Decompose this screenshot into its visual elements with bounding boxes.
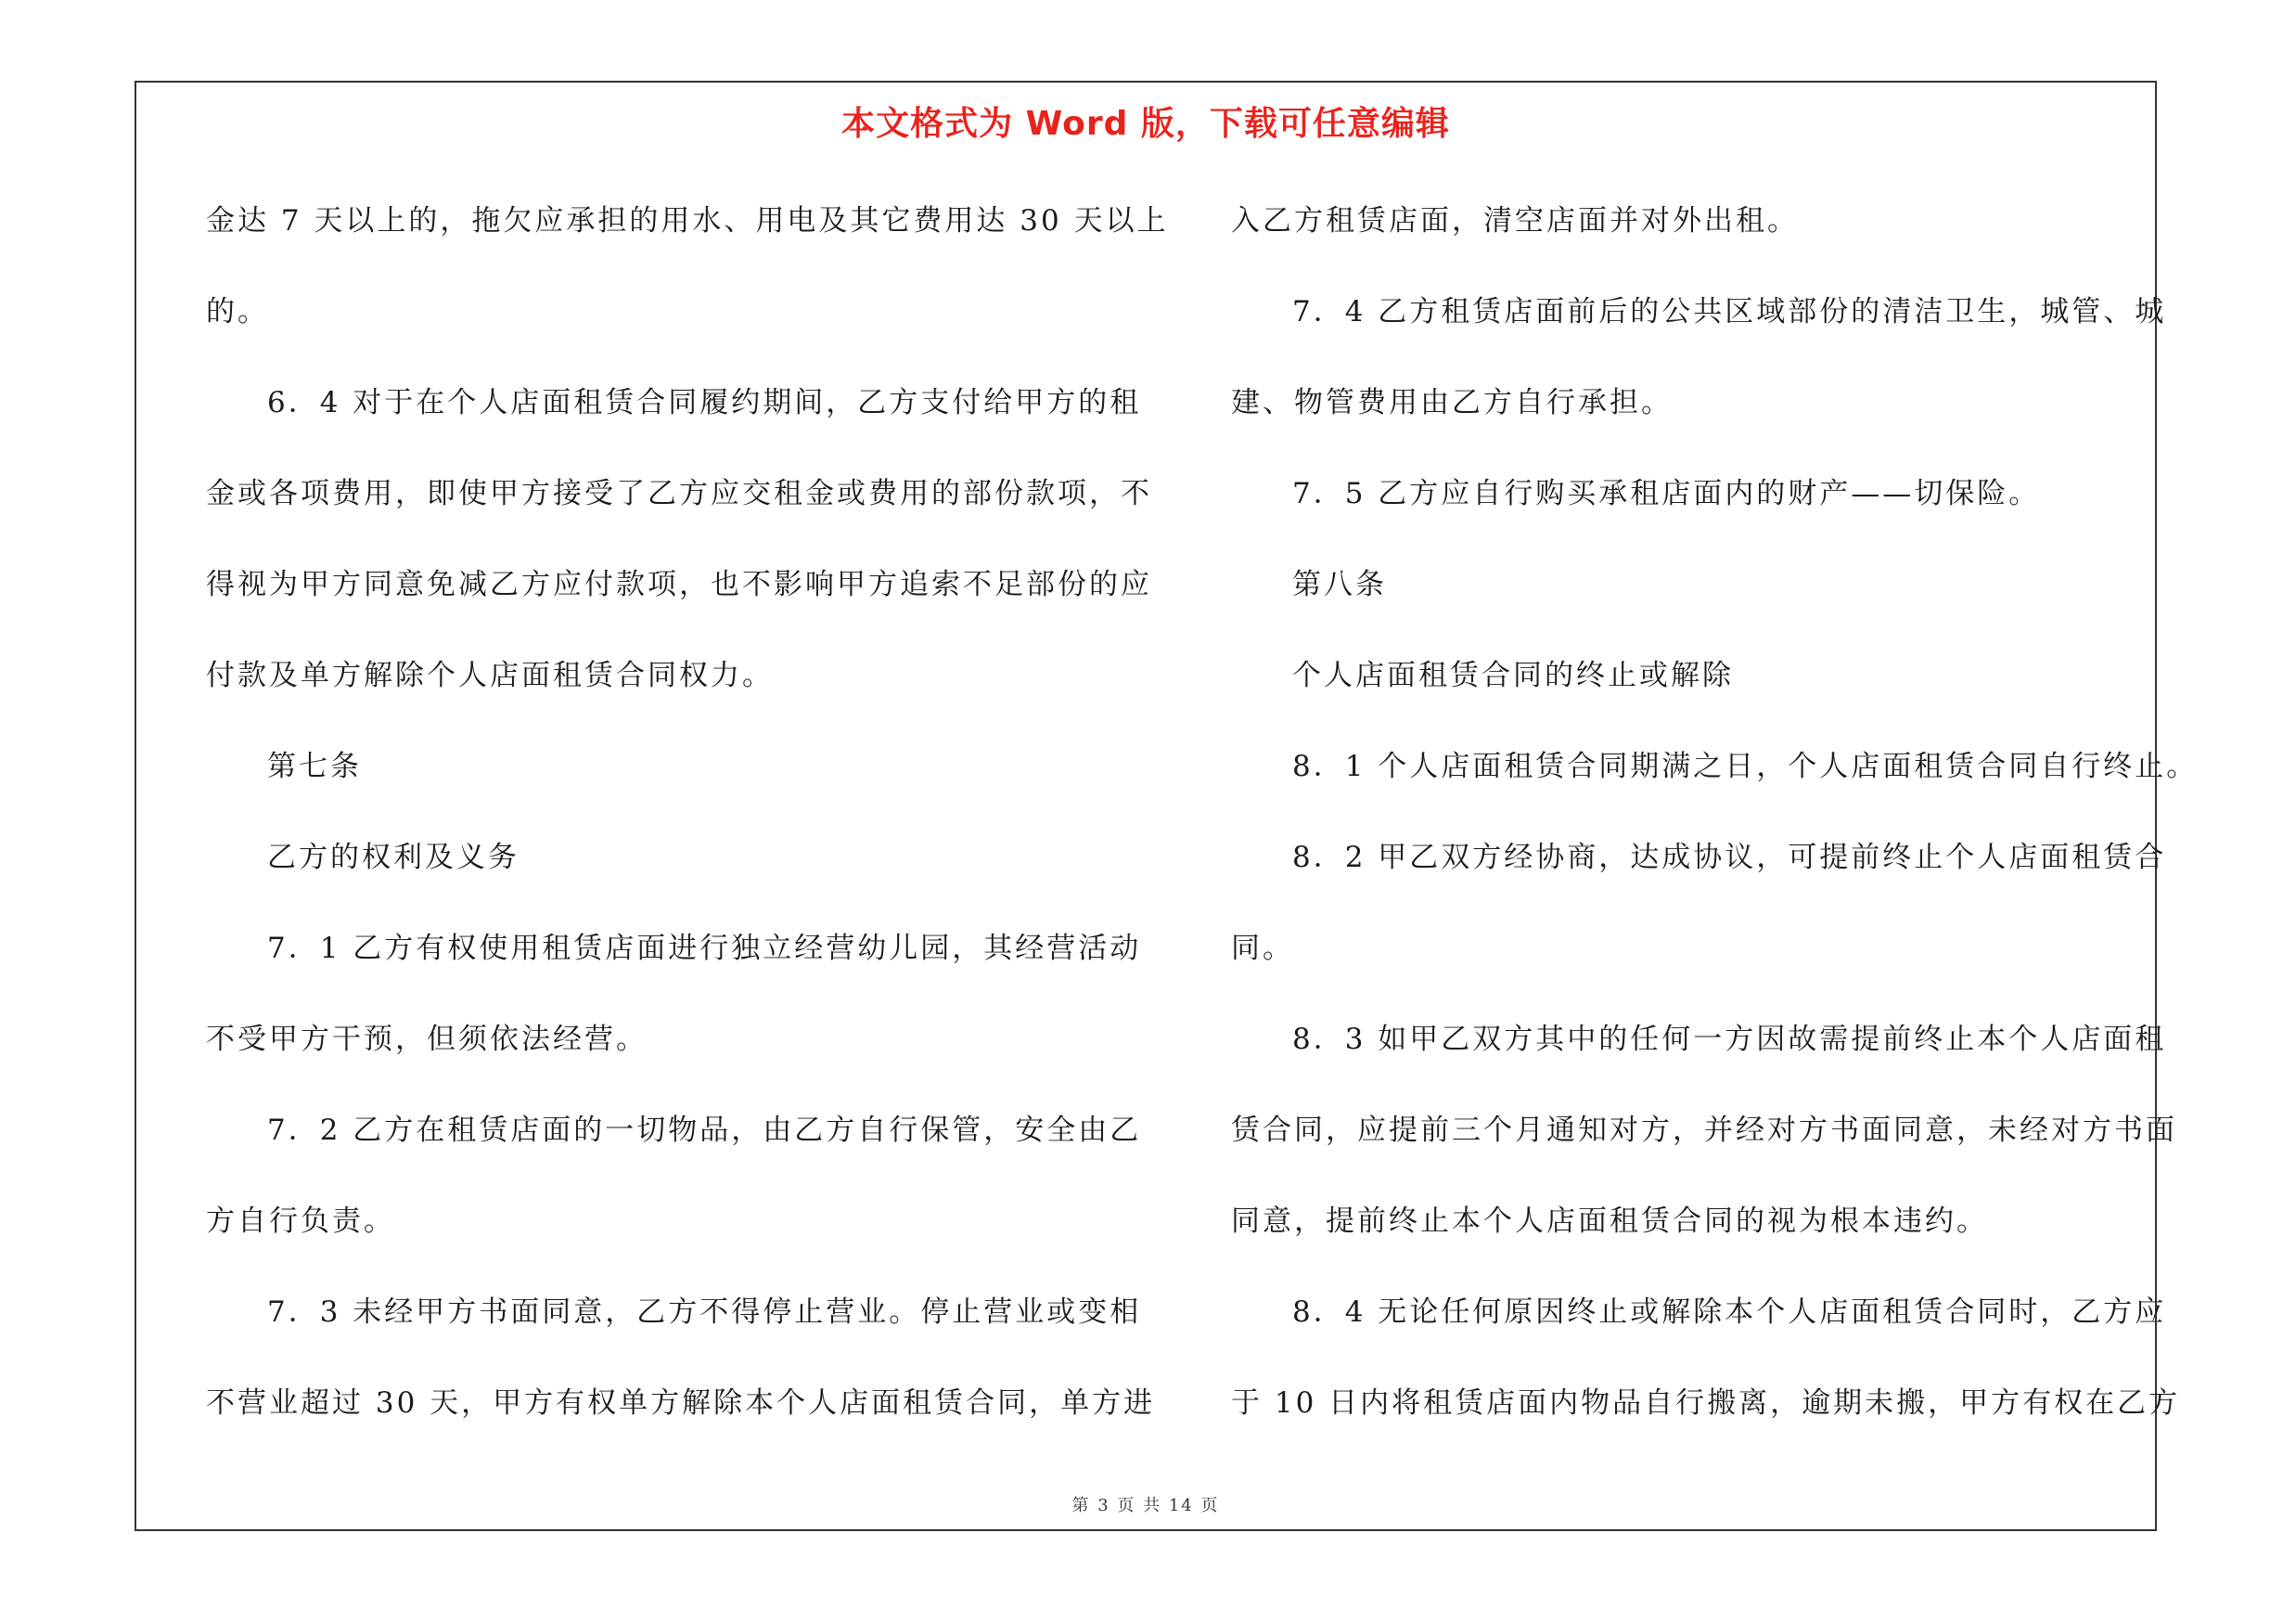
- right-column: [1231, 175, 2199, 1449]
- text-line: 付款及单方解除个人店面租赁合同权力。: [206, 659, 774, 692]
- text-line: 8．4 无论任何原因终止或解除本个人店面租赁合同时，乙方应: [1292, 1295, 2167, 1329]
- page-frame: [135, 81, 2199, 1531]
- text-line: 得视为甲方同意免减乙方应付款项，也不影响甲方追索不足部份的应: [206, 568, 1152, 601]
- text-line: 建、物管费用由乙方自行承担。: [1231, 386, 1673, 419]
- text-line: 不营业超过 30 天，甲方有权单方解除本个人店面租赁合同，单方进: [206, 1386, 1156, 1420]
- text-line: 金或各项费用，即使甲方接受了乙方应交租金或费用的部份款项，不: [206, 477, 1152, 510]
- word-format-banner: 本文格式为 Word 版，下载可任意编辑: [841, 105, 1450, 143]
- text-line: 不受甲方干预，但须依法经营。: [206, 1023, 648, 1056]
- text-line: 第七条: [267, 750, 362, 783]
- text-line: 8．2 甲乙双方经协商，达成协议，可提前终止个人店面租赁合: [1292, 841, 2167, 874]
- text-line: 方自行负责。: [206, 1204, 395, 1238]
- text-line: 同。: [1231, 932, 1294, 965]
- text-line: 7．1 乙方有权使用租赁店面进行独立经营幼儿园，其经营活动: [267, 932, 1142, 965]
- text-line: 同意，提前终止本个人店面租赁合同的视为根本违约。: [1231, 1204, 1988, 1238]
- text-line: 金达 7 天以上的，拖欠应承担的用水、用电及其它费用达 30 天以上: [206, 204, 1169, 238]
- text-line: 7．4 乙方租赁店面前后的公共区域部份的清洁卫生，城管、城: [1292, 295, 2167, 328]
- page-number-footer: 第 3 页 共 14 页: [1071, 1496, 1220, 1515]
- text-line: 8．1 个人店面租赁合同期满之日，个人店面租赁合同自行终止。: [1292, 750, 2199, 783]
- text-line: 7．2 乙方在租赁店面的一切物品，由乙方自行保管，安全由乙: [267, 1114, 1142, 1147]
- left-column: [206, 175, 1169, 1449]
- text-line: 8．3 如甲乙双方其中的任何一方因故需提前终止本个人店面租: [1292, 1023, 2167, 1056]
- text-line: 第八条: [1292, 568, 1387, 601]
- text-line: 赁合同，应提前三个月通知对方，并经对方书面同意，未经对方书面: [1231, 1114, 2177, 1147]
- text-line: 入乙方租赁店面，清空店面并对外出租。: [1231, 204, 1799, 238]
- text-line: 7．3 未经甲方书面同意，乙方不得停止营业。停止营业或变相: [267, 1295, 1142, 1329]
- text-line: 的。: [206, 295, 269, 328]
- text-line: 7．5 乙方应自行购买承租店面内的财产——切保险。: [1292, 477, 2041, 510]
- text-line: 个人店面租赁合同的终止或解除: [1292, 659, 1734, 692]
- text-line: 乙方的权利及义务: [267, 841, 519, 874]
- text-line: 6．4 对于在个人店面租赁合同履约期间，乙方支付给甲方的租: [267, 386, 1142, 419]
- text-line: 于 10 日内将租赁店面内物品自行搬离，逾期未搬，甲方有权在乙方: [1231, 1386, 2181, 1420]
